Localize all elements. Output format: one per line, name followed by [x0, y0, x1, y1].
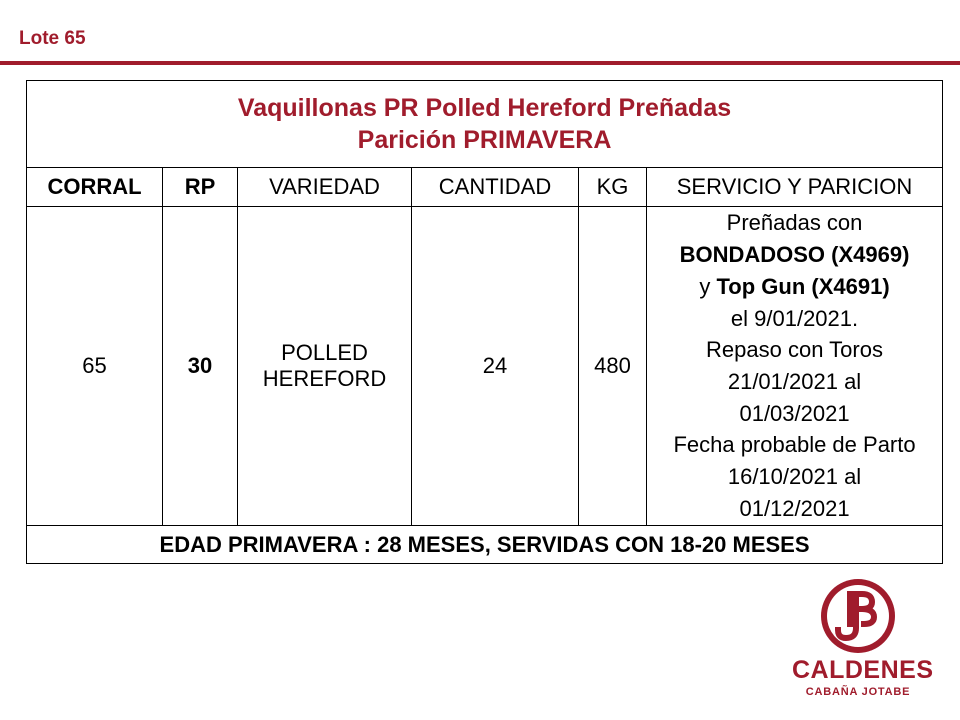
col-kg: KG [579, 168, 647, 207]
servicio-line-bull-2 [647, 271, 942, 303]
servicio-prefix: y [699, 273, 717, 299]
cell-servicio [647, 207, 943, 526]
variedad-line-1: POLLED [281, 340, 368, 365]
brand-name: CALDENES [792, 656, 934, 684]
variedad-line-2: HEREFORD [262, 366, 387, 391]
cell-variedad [238, 207, 412, 526]
cell-cantidad: 24 [412, 207, 579, 526]
cell-kg: 480 [579, 207, 647, 526]
servicio-line: 01/03/2021 [739, 400, 850, 426]
cell-rp: 30 [163, 207, 238, 526]
cell-corral: 65 [27, 207, 163, 526]
col-cantidad: CANTIDAD [412, 168, 579, 207]
servicio-line-bull-1: BONDADOSO (X4969) [679, 242, 910, 268]
brand-subtitle: CABAÑA JOTABE [805, 686, 911, 698]
servicio-line: 16/10/2021 al [727, 464, 862, 490]
table-header-row [27, 168, 943, 207]
table-footer: EDAD PRIMAVERA : 28 MESES, SERVIDAS CON 18-20 MESES [27, 526, 943, 564]
table-row [27, 207, 943, 526]
title-line-2: Parición PRIMAVERA [357, 126, 612, 154]
servicio-line: el 9/01/2021. [730, 305, 859, 331]
servicio-line: 01/12/2021 [739, 495, 850, 521]
col-servicio: SERVICIO Y PARICION [647, 168, 943, 207]
servicio-line: Preñadas con [726, 210, 863, 236]
servicio-line: Repaso con Toros [706, 337, 883, 363]
lot-title: Lote 65 [19, 28, 86, 49]
servicio-line: 21/01/2021 al [727, 369, 862, 394]
table-title [27, 81, 943, 168]
title-line-1: Vaquillonas PR Polled Hereford Preñadas [237, 94, 732, 122]
col-rp: RP [163, 168, 238, 207]
servicio-bull-2-name: Top Gun (X4691) [716, 273, 890, 299]
header-divider [0, 61, 960, 65]
col-corral: CORRAL [27, 168, 163, 207]
servicio-line: Fecha probable de Parto [673, 432, 916, 458]
lot-table [26, 80, 943, 564]
col-variedad: VARIEDAD [238, 168, 412, 207]
